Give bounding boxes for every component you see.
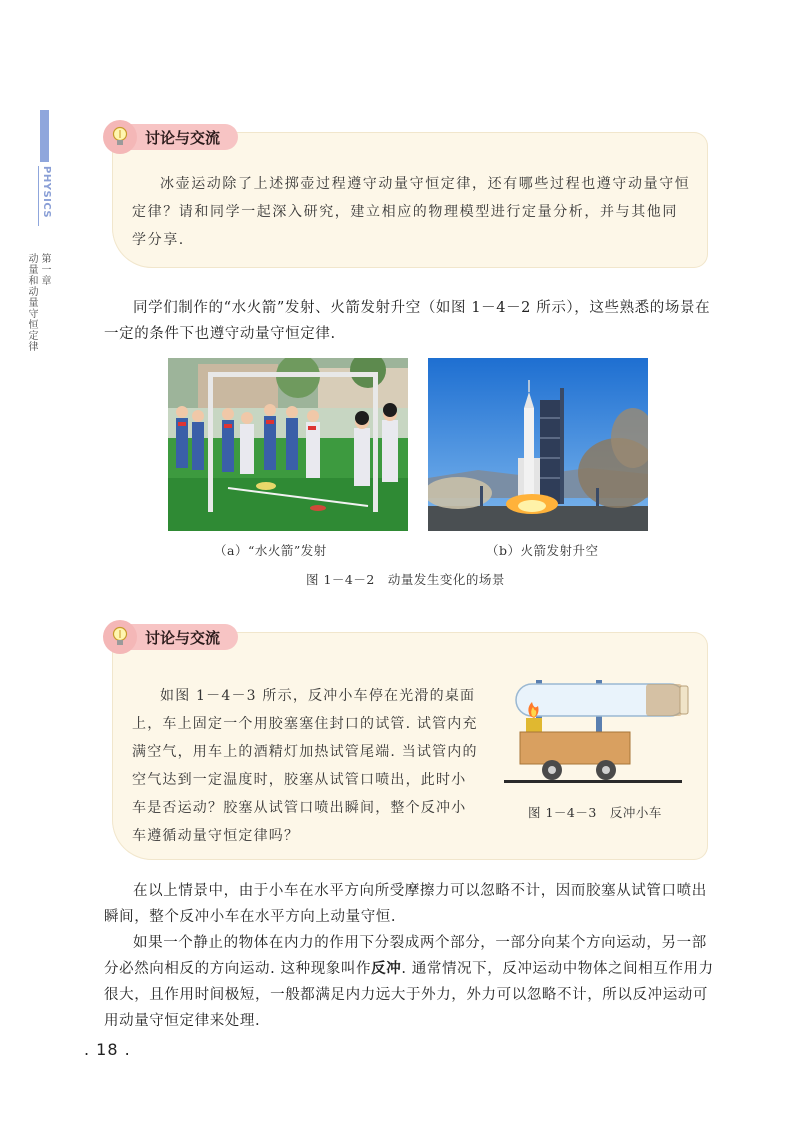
rocket-launch-photo <box>428 358 648 531</box>
intro-paragraph: 同学们制作的“水火箭”发射、火箭发射升空（如图 1－4－2 所示），这些熟悉的场景在一定的条件下也遵守动量守恒定律. <box>104 300 711 342</box>
discussion-badge-1 <box>103 121 238 153</box>
paragraph-3 <box>104 930 714 1034</box>
page-number: . 18 . <box>84 1040 131 1059</box>
figure-caption-a: （a）“水火箭”发射 <box>214 543 327 558</box>
figure-title-1-4-2: 图 1－4－2 动量发生变化的场景 <box>306 572 505 587</box>
paragraph-2: 在以上情景中，由于小车在水平方向所受摩擦力可以忽略不计，因而胶塞从试管口喷出瞬间，整个反冲小车在水平方向上动量守恒. <box>104 883 707 925</box>
sidebar-brand: PHYSICS <box>38 166 52 226</box>
paragraph-3-before: 如果一个静止的物体在内力的作用下分裂成两个部分，一部分向某个方向运动，另一部分必然向相反的方向运动. 这种现象叫作 <box>104 935 707 977</box>
discussion-badge-label: 讨论与交流 <box>125 624 238 650</box>
figure-caption-1-4-3: 图 1－4－3 反冲小车 <box>528 805 662 820</box>
discussion-text-1: 冰壶运动除了上述掷壶过程遵守动量守恒定律，还有哪些过程也遵守动量守恒定律？请和同学一起深入研究，建立相应的物理模型进行定量分析，并与其他同学分享. <box>132 176 691 248</box>
term-recoil: 反冲 <box>371 961 402 977</box>
discussion-text-2: 如图 1－4－3 所示，反冲小车停在光滑的桌面上，车上固定一个用胶塞塞住封口的试管. 试管内充满空气，用车上的酒精灯加热试管尾端. 当试管内的空气达到一定温度时，胶塞从试管口喷出，此时小车是否运动？胶塞从试管口喷出瞬间，整个反冲小车遵循动量守恒定律吗？ <box>132 688 478 844</box>
figure-caption-b: （b）火箭发射升空 <box>486 543 599 558</box>
sidebar-accent-bar <box>40 110 49 162</box>
water-rocket-photo <box>168 358 408 531</box>
sidebar-chapter-title: 动量和动量守恒定律 <box>26 253 37 352</box>
reaction-cart-illustration <box>496 680 696 790</box>
lightbulb-icon <box>103 620 137 654</box>
discussion-badge-label: 讨论与交流 <box>125 124 238 150</box>
lightbulb-icon <box>103 120 137 154</box>
sidebar-chapter-number: 第一章 <box>39 253 50 286</box>
discussion-badge-2 <box>103 621 238 653</box>
paragraph-3-after: . 通常情况下，反冲运动中物体之间相互作用力很大，且作用时间极短，一般都满足内力远大于外力，外力可以忽略不计，所以反冲运动可用动量守恒定律来处理. <box>104 961 714 1029</box>
sidebar-chapter <box>26 253 51 352</box>
